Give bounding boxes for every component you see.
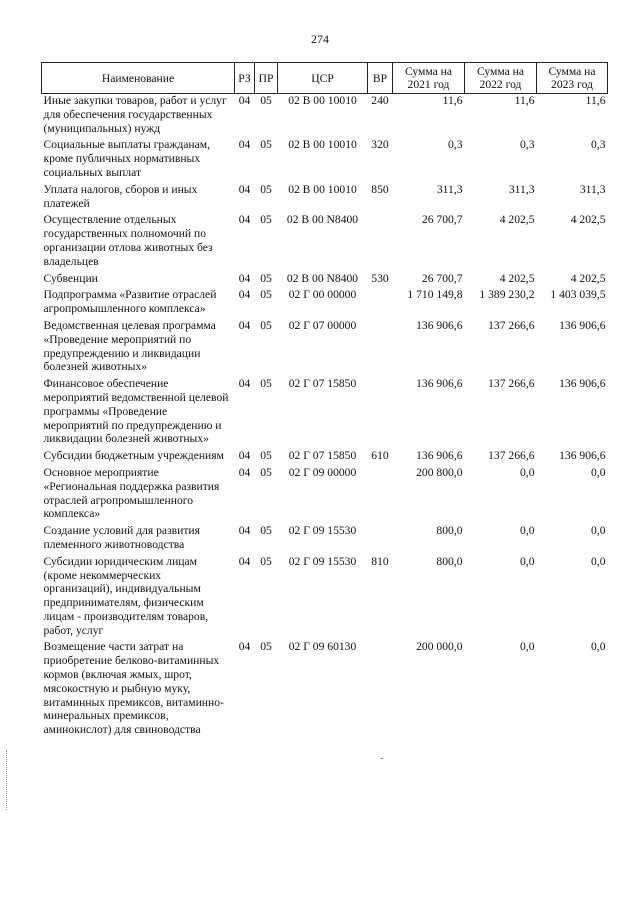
header-name: Наименование [42,63,235,94]
page-number: 274 [311,32,329,46]
row-rz: 04 [238,182,251,196]
row-vr [368,524,393,555]
table-row [42,94,608,139]
row-name: Осуществление отдельных государственных полномочий по организации отлова животных без владельцев [43,213,213,268]
row-rz: 04 [238,640,251,654]
row-csr: 02 В 00 N8400 [286,213,359,227]
row-pr: 05 [260,449,272,463]
row-sum-2023: 136 906,6 [559,377,606,391]
table-header-row [42,63,608,94]
table-row [42,377,608,449]
row-rz: 04 [238,138,251,152]
scan-mark [380,758,383,759]
row-vr [368,377,393,449]
table-row [42,319,608,377]
table-row [42,640,608,740]
row-csr: 02 Г 07 15850 [288,449,357,463]
row-pr: 05 [260,554,272,568]
row-name: Подпрограмма «Развитие отраслей агропромышленного комплекса» [43,288,217,316]
row-sum-2023: 0,0 [591,554,606,568]
header-csr: ЦСР [278,63,368,94]
row-name: Ведомственная целевая программа «Проведение мероприятий по предупреждению и ликвидации болезней животных» [43,318,216,374]
row-sum-2023: 4 202,5 [570,271,606,285]
row-sum-2023: 136 906,6 [559,318,606,332]
row-name: Субвенции [43,271,98,285]
row-pr: 05 [260,377,272,391]
table-row [42,466,608,524]
row-rz: 04 [238,465,251,479]
row-sum-2022: 311,3 [508,182,535,196]
table-row [42,183,608,214]
row-vr: 240 [371,94,389,107]
row-vr: 850 [371,182,389,196]
row-csr: 02 В 00 10010 [288,138,357,152]
row-rz: 04 [238,524,251,538]
row-csr: 02 Г 09 60130 [288,640,357,654]
row-sum-2023: 0,0 [591,524,606,538]
row-sum-2023: 0,0 [591,640,606,654]
row-pr: 05 [260,318,272,332]
row-vr [368,213,393,271]
row-rz: 04 [238,94,251,107]
row-name: Субсидии юридическим лицам (кроме некоммерческих организаций), индивидуальным предпринимателям, физическим лицам - производителям товаров, работ, услуг [43,554,209,637]
row-sum-2021: 136 906,6 [416,449,463,463]
table-row [42,138,608,182]
row-sum-2021: 0,3 [448,138,463,152]
table-row [42,449,608,466]
row-pr: 05 [260,94,272,107]
row-sum-2022: 137 266,6 [488,377,535,391]
row-vr [368,319,393,377]
row-rz: 04 [238,213,251,227]
header-vr: ВР [368,63,393,94]
table-row [42,555,608,641]
row-pr: 05 [260,271,272,285]
row-sum-2021: 1 710 149,8 [407,288,463,302]
row-name: Финансовое обеспечение мероприятий ведомственной целевой программы «Проведение мероприятий по предупреждению и ликвидации болезней животных» [43,377,229,446]
row-sum-2022: 1 389 230,2 [479,288,535,302]
row-name: Субсидии бюджетным учреждениям [43,449,224,463]
row-csr: 02 Г 09 15530 [288,554,357,568]
row-sum-2022: 137 266,6 [488,449,535,463]
row-vr: 610 [371,449,389,463]
row-sum-2021: 136 906,6 [416,377,463,391]
row-rz: 04 [238,271,251,285]
row-sum-2021: 136 906,6 [416,318,463,332]
row-vr [368,288,393,319]
row-rz: 04 [238,318,251,332]
row-pr: 05 [260,465,272,479]
row-pr: 05 [260,288,272,302]
row-sum-2022: 0,3 [520,138,535,152]
row-sum-2021: 311,3 [436,182,463,196]
row-sum-2022: 0,0 [520,640,535,654]
row-csr: 02 Г 09 15530 [288,524,357,538]
header-sum-2021: Сумма на 2021 год [393,63,465,94]
row-csr: 02 Г 07 00000 [288,318,357,332]
row-sum-2021: 200 800,0 [416,465,463,479]
row-pr: 05 [260,182,272,196]
row-sum-2023: 311,3 [579,182,606,196]
row-sum-2021: 11,6 [442,94,463,107]
row-name: Создание условий для развития племенного животноводства [43,524,200,551]
row-sum-2022: 4 202,5 [499,213,535,227]
row-rz: 04 [238,377,251,391]
scan-edge-mark [6,750,8,810]
row-csr: 02 В 00 10010 [288,94,357,107]
header-pr: ПР [255,63,278,94]
row-sum-2022: 4 202,5 [499,271,535,285]
row-sum-2023: 0,0 [591,465,606,479]
row-sum-2022: 0,0 [520,524,535,538]
row-sum-2023: 11,6 [585,94,606,107]
row-sum-2021: 800,0 [436,524,463,538]
row-sum-2021: 26 700,7 [421,271,463,285]
row-rz: 04 [238,554,251,568]
table-row [42,288,608,319]
row-name: Уплата налогов, сборов и иных платежей [43,182,198,210]
row-pr: 05 [260,524,272,538]
budget-table [41,62,608,740]
table-row [42,213,608,271]
table-row [42,524,608,555]
row-pr: 05 [260,640,272,654]
row-csr: 02 Г 00 00000 [288,288,357,302]
row-pr: 05 [260,138,272,152]
header-sum-2022: Сумма на 2022 год [465,63,537,94]
row-sum-2023: 136 906,6 [559,449,606,463]
row-vr [368,466,393,524]
row-sum-2021: 200 000,0 [416,640,463,654]
row-vr: 810 [371,554,389,568]
row-vr [368,640,393,740]
row-csr: 02 В 00 10010 [288,182,357,196]
row-name: Возмещение части затрат на приобретение белково-витаминных кормов (включая жмых, шрот, мясокостную и рыбную муку, витаминных премиксов, витаминно-минеральных премиксов, аминокислот) для свиноводства [43,640,224,737]
row-sum-2021: 26 700,7 [421,213,463,227]
row-csr: 02 В 00 N8400 [286,271,359,285]
row-vr: 530 [371,271,389,285]
header-sum-2023: Сумма на 2023 год [537,63,608,94]
row-name: Иные закупки товаров, работ и услуг для обеспечения государственных (муниципальных) нужд [43,94,227,135]
row-sum-2022: 11,6 [514,94,535,107]
row-sum-2023: 4 202,5 [570,213,606,227]
row-sum-2023: 0,3 [591,138,606,152]
row-sum-2022: 0,0 [520,465,535,479]
header-rz: РЗ [235,63,255,94]
row-vr: 320 [371,138,389,152]
row-name: Основное мероприятие «Региональная поддержка развития отраслей агропромышленного комплекса» [43,465,220,521]
row-sum-2022: 137 266,6 [488,318,535,332]
row-rz: 04 [238,288,251,302]
row-name: Социальные выплаты гражданам, кроме публичных нормативных социальных выплат [43,138,210,179]
row-sum-2022: 0,0 [520,554,535,568]
row-pr: 05 [260,213,272,227]
row-csr: 02 Г 07 15850 [288,377,357,391]
row-sum-2023: 1 403 039,5 [550,288,606,302]
row-sum-2021: 800,0 [436,554,463,568]
row-csr: 02 Г 09 00000 [288,465,357,479]
table-row [42,272,608,289]
row-rz: 04 [238,449,251,463]
